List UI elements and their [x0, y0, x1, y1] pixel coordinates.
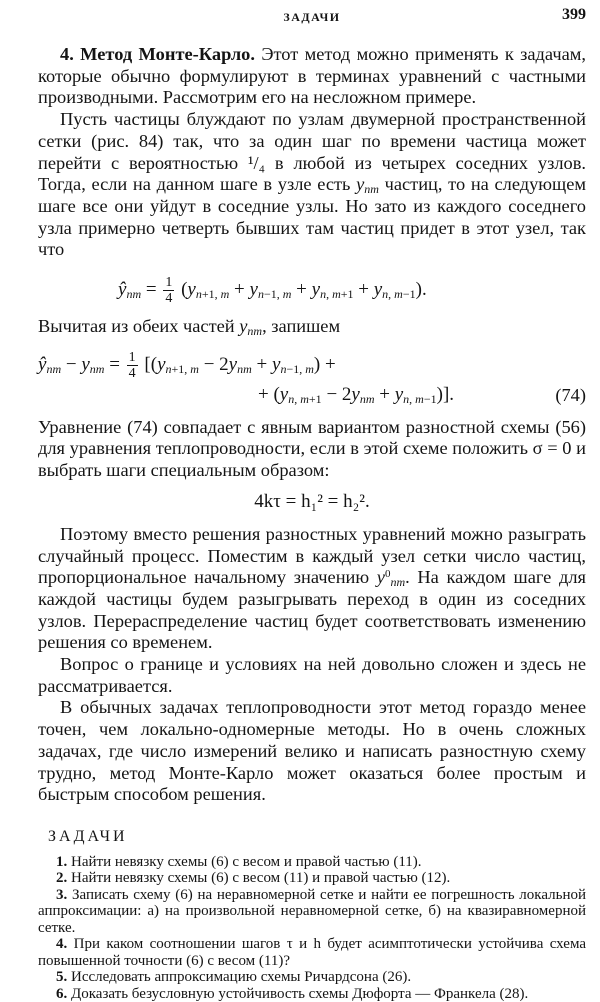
para2-a: Пусть частицы блуждают по узлам двумерной пространственной сетки (рис. 84) так, что за один шаг по времени частица может перейти с вероятностью	[38, 109, 586, 173]
paragraph-random-walk	[38, 109, 586, 261]
problems-list	[38, 854, 586, 1002]
section-title: 4. Метод Монте-Карло.	[60, 44, 255, 64]
formula-averaging: $ŷ_{nm}$ = $\frac{1}{4}$ $(y_{n+1, m} + y_{n-1, m} + y_{n, m+1} + y_{n, m-1})$.	[118, 275, 427, 307]
section-monte-carlo	[38, 44, 586, 806]
problem-item: 4. При каком соотношении шагов τ и h будет асимптотически устойчива схема повышенной точности (6) с весом (11)?	[38, 936, 587, 969]
paragraph-intro	[38, 44, 586, 109]
paragraph-boundary: Вопрос о границе и условиях на ней довольно сложен и здесь не рассматривается.	[38, 654, 586, 696]
paragraph-comparison: В обычных задачах теплопроводности этот метод гораздо менее точен, чем локально-одномерные методы. Но в очень сложных задачах, где число измерений велико и написать разностную схему трудно, метод Монте-Карло может оказаться более простым и быстрым способом решения.	[38, 697, 586, 805]
fraction-quarter: $\frac{1}{4}$	[165, 275, 173, 307]
problem-item: 1. Найти невязку схемы (6) с весом и правой частью (11).	[56, 853, 422, 870]
intro-text: Этот метод можно применять к задачам, которые обычно формулируют в терминах уравнений с частными производными. Рассмотрим его на несложном примере.	[38, 44, 586, 108]
formula-74-line1: $ŷ_{nm} - y_{nm}$ = $\frac{1}{4}$ [$(y_{n+1, m} - 2y_{nm} + y_{n-1, m})$ +	[38, 349, 336, 381]
para2-d: частиц, то на следующем шаге все они уйдут в соседние узлы. Но зато из каждого соседнего узла примерно четверть бывших там частиц придет в этот узел, так что	[38, 174, 586, 260]
var-ynm: $y_{nm}$	[356, 174, 379, 197]
problem-item: 2. Найти невязку схемы (6) с весом (11) и правой частью (12).	[56, 870, 451, 887]
page-header	[38, 6, 586, 30]
paragraph-subtract: Вычитая из обеих частей $y_{nm}$, запишем	[38, 316, 341, 339]
problem-item: 5. Исследовать аппроксимацию схемы Ричардсона (26).	[56, 969, 412, 986]
formula-steps: 4kτ = h₁² = h₂².	[254, 490, 370, 512]
paragraph-scheme: Уравнение (74) совпадает с явным вариантом разностной схемы (56) для уравнения теплопроводности, если в этой схеме положить σ = 0 и выбрать шаги специальным образом:	[38, 416, 586, 481]
equation-number: (74)	[555, 384, 586, 405]
problem-item: 3. Записать схему (6) на неравномерной сетке и найти ее погрешность локальной аппроксимации: а) на произвольной неравномерной сетке, б) на квазиравномерной сетке.	[38, 886, 587, 936]
para2-c: в любой из четырех соседних узлов. Тогда, если на данном шаге в узле есть	[38, 152, 586, 195]
problems-heading: ЗАДАЧИ	[48, 827, 128, 845]
page-number: 399	[562, 6, 586, 23]
problem-item: 6. Доказать безусловную устойчивость схемы Дюфорта — Франкела (28).	[56, 985, 529, 1002]
paragraph-random-process: Поэтому вместо решения разностных уравнений можно разыграть случайный процесс. Поместим в каждый узел сетки число частиц, пропорциональное начальному значению $y^0_{nm}$. На каждом шаге для каждой частицы будем разыгрывать переход в один из соседних узлов. Перераспределение частиц будет соответствовать изменению решения со временем.	[38, 523, 586, 653]
para2-fraction: ¹/₄	[247, 152, 266, 173]
running-head: ЗАДАЧИ	[283, 10, 341, 24]
formula-74-line2: + $(y_{n, m+1} - 2y_{nm} + y_{n, m-1})$]. (74)	[258, 383, 586, 406]
